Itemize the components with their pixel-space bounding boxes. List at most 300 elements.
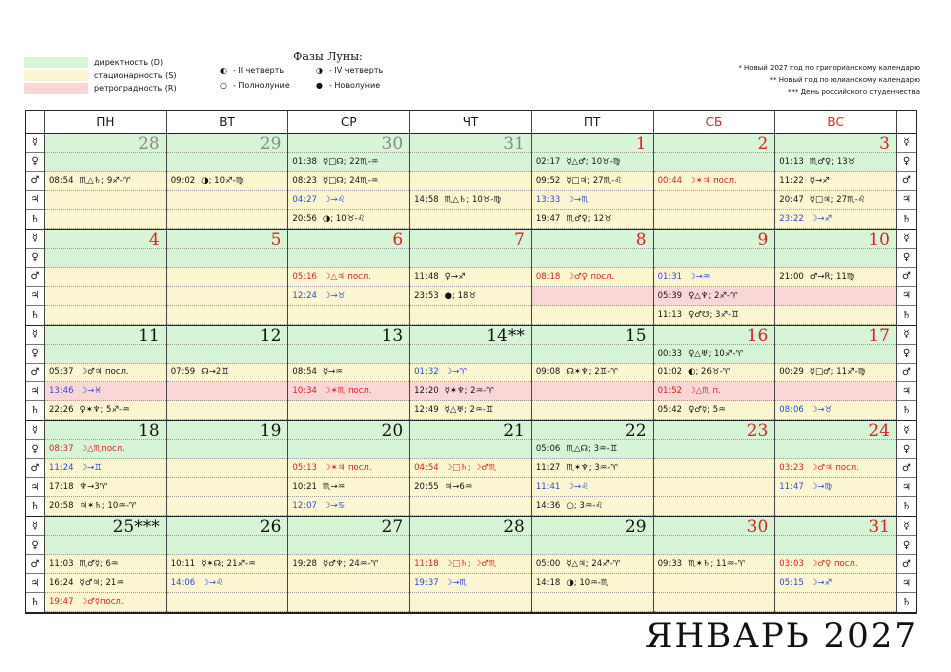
planet-column bbox=[26, 421, 45, 517]
event-text: ☿△♅; 2♒-♊ bbox=[444, 405, 494, 416]
planet-row bbox=[288, 230, 409, 249]
event-text: ☽→♌ bbox=[566, 482, 589, 493]
event-time: 01:32 bbox=[414, 367, 439, 378]
planet-glyph-icon: ♄ bbox=[30, 309, 40, 321]
planet-glyph-icon: ♂ bbox=[26, 459, 44, 478]
planet-glyph-icon: ♀ bbox=[26, 153, 44, 172]
planet-glyph-icon: ♀ bbox=[26, 536, 44, 555]
planet-row bbox=[288, 268, 409, 287]
event-time: 23:22 bbox=[779, 213, 804, 224]
event-time: 23:53 bbox=[414, 290, 439, 301]
event-text: ♃→6♒ bbox=[444, 482, 473, 493]
planet-row bbox=[288, 249, 409, 268]
planet-row bbox=[288, 153, 409, 172]
planet-row bbox=[654, 345, 775, 364]
planet-row bbox=[775, 401, 896, 420]
footnotes bbox=[738, 62, 920, 98]
event-text: ♀✶♆; 5♐-♒ bbox=[79, 405, 130, 416]
planet-row bbox=[654, 249, 775, 268]
event-time: 14:36 bbox=[535, 501, 561, 512]
planet-row bbox=[45, 249, 166, 268]
planet-row bbox=[775, 287, 896, 306]
day-cell bbox=[775, 421, 897, 517]
moon-phase-label: - Новолуние bbox=[328, 81, 381, 90]
planet-row bbox=[532, 401, 653, 420]
event-text: ☿△♂; 10♉-♍ bbox=[566, 156, 621, 167]
event-time: 01:38 bbox=[292, 156, 317, 167]
planet-row bbox=[167, 382, 288, 401]
planet-row bbox=[167, 555, 288, 574]
event-text: ♀△♆; 2♐-♈ bbox=[688, 290, 738, 301]
planet-glyph-icon: ♂ bbox=[897, 364, 916, 383]
event-time: 01:52 bbox=[657, 386, 683, 397]
weekday-header: ВТ bbox=[167, 111, 289, 134]
planet-row bbox=[775, 134, 896, 153]
day-cell bbox=[410, 134, 532, 230]
planet-glyph-icon: ♄ bbox=[30, 501, 40, 513]
event-text: ☽♂♀ посл. bbox=[809, 559, 858, 570]
planet-glyph-icon: ♃ bbox=[897, 478, 916, 497]
event-text: ◑; 10♒-♏ bbox=[566, 578, 609, 589]
footnote-3: *** День российского студенчества bbox=[787, 88, 920, 96]
planet-glyph-icon: ♂ bbox=[897, 555, 916, 574]
day-number: 12 bbox=[259, 325, 282, 346]
event-time: 08:18 bbox=[535, 271, 561, 282]
event-time: 01:13 bbox=[779, 156, 804, 167]
event-text: ☿♂♃; 21♒ bbox=[79, 578, 124, 589]
event-text: ☽→♊ bbox=[79, 463, 102, 474]
planet-row bbox=[775, 191, 896, 210]
event-time: 05:37 bbox=[49, 367, 74, 378]
planet-row bbox=[167, 497, 288, 516]
day-number: 5 bbox=[270, 229, 282, 250]
planet-row bbox=[532, 555, 653, 574]
event-text: ☽→♈ bbox=[444, 367, 468, 378]
planet-row bbox=[410, 593, 531, 612]
event-time: 17:18 bbox=[49, 482, 74, 493]
event-text: ☽→♋ bbox=[322, 501, 346, 512]
planet-glyph-icon: ☿ bbox=[897, 517, 916, 536]
planet-row bbox=[167, 172, 288, 191]
day-cell bbox=[167, 230, 289, 326]
day-cell bbox=[410, 517, 532, 613]
planet-row bbox=[532, 191, 653, 210]
event-text: ☽△♏ п. bbox=[688, 386, 721, 397]
planet-row bbox=[654, 172, 775, 191]
event-time: 19:28 bbox=[292, 559, 317, 570]
day-number: 30 bbox=[746, 517, 769, 538]
event-text: ☿→♒ bbox=[322, 367, 343, 378]
weekday-header: СР bbox=[288, 111, 410, 134]
planet-row bbox=[410, 401, 531, 420]
moon-phase-item bbox=[220, 81, 316, 90]
footnote-2: ** Новый год по юлианскому календарю bbox=[769, 76, 920, 84]
event-time: 05:39 bbox=[657, 290, 683, 301]
event-text: ☽□♄; ☽♂♏ bbox=[444, 559, 497, 570]
planet-row bbox=[654, 210, 775, 229]
day-number: 28 bbox=[503, 517, 525, 538]
event-time: 21:00 bbox=[779, 271, 804, 282]
planet-glyph-icon: ♄ bbox=[902, 597, 911, 608]
day-cell bbox=[45, 326, 167, 422]
planet-row bbox=[775, 555, 896, 574]
planet-row bbox=[45, 191, 166, 210]
planet-row bbox=[410, 172, 531, 191]
event-time: 05:15 bbox=[779, 578, 804, 589]
event-text: ♏♂♀; 13♉ bbox=[809, 156, 856, 167]
planet-glyph-icon: ♄ bbox=[902, 213, 911, 225]
legend-item bbox=[24, 82, 177, 95]
planet-glyph-icon: ♀ bbox=[26, 249, 44, 268]
event-time: 14:18 bbox=[535, 578, 561, 589]
planet-glyph-icon: ♃ bbox=[26, 287, 44, 306]
day-cell bbox=[288, 421, 410, 517]
event-text: ☿□♃; 27♏-♌ bbox=[566, 175, 622, 186]
event-text: ☽△♏посл. bbox=[79, 444, 125, 455]
event-text: ☽→♏ bbox=[444, 578, 468, 589]
event-text: ♏✶♆; 3♒-♈ bbox=[566, 463, 618, 474]
day-number: 3 bbox=[879, 134, 890, 154]
planet-glyph-icon: ♃ bbox=[897, 382, 916, 401]
planet-glyph-icon: ♃ bbox=[897, 191, 916, 210]
planet-row bbox=[410, 268, 531, 287]
planet-column bbox=[897, 134, 916, 230]
planet-glyph-icon: ♄ bbox=[902, 405, 911, 417]
planet-glyph-icon: ♂ bbox=[26, 268, 44, 287]
event-time: 19:47 bbox=[535, 213, 561, 224]
event-time: 11:03 bbox=[49, 559, 74, 570]
event-text: ♆→3♈ bbox=[79, 482, 108, 493]
event-text: ☿□☊; 22♏-♒ bbox=[322, 156, 379, 167]
event-text: ♀△♅; 10♐-♈ bbox=[688, 348, 744, 359]
planet-row bbox=[410, 249, 531, 268]
planet-row bbox=[654, 306, 775, 325]
planet-glyph-icon: ♄ bbox=[30, 405, 40, 417]
planet-row bbox=[654, 593, 775, 612]
planet-glyph-icon: ♂ bbox=[26, 555, 44, 574]
planet-row bbox=[45, 536, 166, 555]
event-time: 00:44 bbox=[657, 175, 683, 186]
planet-row bbox=[654, 382, 775, 401]
planet-row bbox=[288, 345, 409, 364]
planet-row bbox=[410, 230, 531, 249]
day-number: 19 bbox=[259, 421, 282, 442]
event-text: ♏♂☿; 6♒ bbox=[79, 559, 119, 570]
planet-row bbox=[775, 268, 896, 287]
day-cell bbox=[775, 326, 897, 422]
planet-row bbox=[532, 478, 653, 497]
planet-row bbox=[775, 249, 896, 268]
event-time: 02:17 bbox=[535, 156, 561, 167]
day-cell bbox=[288, 326, 410, 422]
event-time: 20:58 bbox=[49, 501, 74, 512]
planet-glyph-icon: ☿ bbox=[897, 230, 916, 249]
day-cell bbox=[288, 230, 410, 326]
planet-row bbox=[45, 306, 166, 325]
planet-row bbox=[288, 497, 409, 516]
event-time: 04:27 bbox=[292, 194, 317, 205]
day-cell bbox=[167, 134, 289, 230]
planet-row bbox=[532, 459, 653, 478]
planet-glyph-icon: ♃ bbox=[26, 191, 44, 210]
planet-glyph-icon: ♀ bbox=[897, 345, 916, 364]
day-cell bbox=[288, 517, 410, 613]
planet-glyph-icon: ☿ bbox=[26, 517, 44, 536]
planet-row bbox=[775, 459, 896, 478]
planet-row bbox=[288, 172, 409, 191]
event-time: 08:37 bbox=[49, 444, 74, 455]
planet-row bbox=[288, 191, 409, 210]
planet-row bbox=[167, 249, 288, 268]
day-number: 10 bbox=[868, 229, 890, 250]
legend-label: стационарность (S) bbox=[94, 71, 177, 80]
event-time: 14:06 bbox=[170, 578, 196, 589]
planet-row bbox=[775, 210, 896, 229]
event-text: ☽→♐ bbox=[809, 578, 833, 589]
planet-row bbox=[45, 153, 166, 172]
planet-row bbox=[775, 536, 896, 555]
planet-row bbox=[654, 268, 775, 287]
event-text: ♂→R; 11♍ bbox=[809, 271, 855, 282]
event-time: 03:03 bbox=[779, 559, 804, 570]
planet-row bbox=[45, 364, 166, 383]
planet-row bbox=[167, 574, 288, 593]
planet-glyph-icon: ♄ bbox=[902, 501, 911, 513]
event-time: 08:54 bbox=[49, 175, 74, 186]
event-text: ☽→♐ bbox=[809, 213, 833, 224]
event-time: 11:41 bbox=[535, 482, 561, 493]
event-time: 11:13 bbox=[657, 309, 683, 320]
event-time: 05:06 bbox=[535, 444, 561, 455]
event-time: 11:18 bbox=[414, 559, 439, 570]
weekday-header: ВС bbox=[775, 111, 897, 134]
planet-glyph-icon: ☿ bbox=[897, 421, 916, 440]
day-cell bbox=[532, 230, 654, 326]
event-text: ♏♂♀; 12♉ bbox=[566, 213, 612, 224]
day-cell bbox=[532, 326, 654, 422]
event-text: ☽♂♃ посл. bbox=[79, 367, 129, 378]
planet-row bbox=[288, 401, 409, 420]
planet-row bbox=[45, 345, 166, 364]
day-number: 23 bbox=[746, 421, 769, 442]
moon-phase-icon: ◑ bbox=[316, 66, 323, 75]
day-number: 9 bbox=[757, 229, 769, 250]
planet-glyph-icon: ♂ bbox=[897, 172, 916, 191]
event-time: 12:20 bbox=[414, 386, 439, 397]
event-text: ☽→♌ bbox=[322, 194, 346, 205]
planet-row bbox=[45, 382, 166, 401]
event-text: ●; 18♉ bbox=[444, 290, 477, 301]
moon-phase-item bbox=[316, 81, 406, 90]
event-text: ☿△♃; 24♐-♈ bbox=[566, 559, 621, 570]
day-number: 25*** bbox=[112, 517, 160, 538]
event-text: ♃✶♄; 10♒-♈ bbox=[79, 501, 137, 512]
event-text: ☿✶☊; 21♐-♒ bbox=[201, 559, 256, 570]
planet-row bbox=[167, 306, 288, 325]
legend-label: директность (D) bbox=[94, 58, 164, 67]
event-time: 12:07 bbox=[292, 501, 317, 512]
event-time: 20:56 bbox=[292, 213, 317, 224]
planet-row bbox=[775, 382, 896, 401]
legend-swatch bbox=[24, 70, 88, 81]
planet-row bbox=[532, 364, 653, 383]
day-cell bbox=[45, 421, 167, 517]
event-text: ☿→♐ bbox=[809, 175, 830, 186]
day-number: 7 bbox=[514, 229, 525, 250]
legend-label: ретроградность (R) bbox=[94, 84, 177, 93]
planet-row bbox=[775, 306, 896, 325]
planet-glyph-icon: ♃ bbox=[26, 574, 44, 593]
event-text: ☿✶♆; 2♒-♈ bbox=[444, 386, 494, 397]
planet-row bbox=[775, 172, 896, 191]
day-number: 20 bbox=[381, 421, 404, 442]
event-time: 11:48 bbox=[414, 271, 439, 282]
planet-glyph-icon: ♃ bbox=[897, 287, 916, 306]
event-text: ♀♂☿; 5♒ bbox=[688, 405, 726, 416]
planet-row bbox=[775, 153, 896, 172]
day-cell bbox=[775, 230, 897, 326]
planet-row bbox=[775, 440, 896, 459]
day-cell bbox=[775, 134, 897, 230]
planet-row bbox=[654, 497, 775, 516]
planet-glyph-icon: ☿ bbox=[897, 134, 916, 153]
planet-row bbox=[654, 440, 775, 459]
planet-glyph-icon: ♄ bbox=[902, 309, 911, 321]
event-time: 08:23 bbox=[292, 175, 317, 186]
planet-glyph-icon: ♃ bbox=[26, 478, 44, 497]
event-time: 12:49 bbox=[414, 405, 439, 416]
planet-row bbox=[410, 478, 531, 497]
day-cell bbox=[775, 517, 897, 613]
event-time: 09:33 bbox=[657, 559, 683, 570]
event-time: 16:24 bbox=[49, 578, 74, 589]
event-time: 05:13 bbox=[292, 463, 317, 474]
event-text: ♏→♒ bbox=[322, 482, 346, 493]
day-number: 11 bbox=[138, 325, 160, 346]
planet-row bbox=[775, 574, 896, 593]
planet-glyph-icon: ♀ bbox=[897, 536, 916, 555]
event-text: ♏△♄; 9♐-♈ bbox=[79, 175, 131, 186]
event-text: ☿□♃; 27♏-♌ bbox=[809, 194, 866, 205]
day-number: 4 bbox=[148, 229, 160, 250]
planet-row bbox=[410, 345, 531, 364]
planet-row bbox=[288, 459, 409, 478]
day-number: 8 bbox=[635, 229, 647, 250]
event-time: 09:02 bbox=[170, 175, 196, 186]
event-time: 00:29 bbox=[779, 367, 804, 378]
event-time: 04:54 bbox=[414, 463, 439, 474]
planet-row bbox=[45, 440, 166, 459]
planet-row bbox=[45, 268, 166, 287]
planet-row bbox=[167, 191, 288, 210]
page-title: ЯНВАРЬ 2027 bbox=[645, 616, 918, 656]
planet-row bbox=[288, 593, 409, 612]
day-number: 16 bbox=[746, 325, 769, 346]
event-text: ☽→♉ bbox=[322, 290, 346, 301]
moon-phase-item bbox=[220, 66, 316, 75]
event-time: 12:24 bbox=[292, 290, 317, 301]
planet-column bbox=[26, 517, 45, 613]
day-cell bbox=[167, 517, 289, 613]
day-number: 17 bbox=[868, 325, 890, 346]
event-text: ○; 3♒-♌ bbox=[566, 501, 604, 512]
planet-row bbox=[45, 574, 166, 593]
planet-row bbox=[288, 536, 409, 555]
planet-row bbox=[288, 574, 409, 593]
weekday-header: ПН bbox=[45, 111, 167, 134]
day-number: 29 bbox=[624, 517, 647, 538]
day-number: 14** bbox=[486, 325, 525, 346]
planet-row bbox=[45, 555, 166, 574]
planet-row bbox=[288, 306, 409, 325]
event-text: ♏△☊; 3♒-♊ bbox=[566, 444, 618, 455]
legend-item bbox=[24, 69, 177, 82]
day-number: 31 bbox=[868, 517, 890, 538]
day-cell bbox=[45, 230, 167, 326]
planet-row bbox=[654, 555, 775, 574]
planet-row bbox=[532, 440, 653, 459]
planet-glyph-icon: ♄ bbox=[30, 213, 40, 225]
event-time: 00:33 bbox=[657, 348, 683, 359]
planet-row bbox=[654, 134, 775, 153]
footnote-1: * Новый 2027 год по григорианскому календарю bbox=[738, 64, 920, 72]
planet-glyph-icon: ♂ bbox=[897, 268, 916, 287]
event-text: ♀→♐ bbox=[444, 271, 466, 282]
event-time: 13:46 bbox=[49, 386, 74, 397]
planet-row bbox=[45, 478, 166, 497]
day-number: 2 bbox=[757, 134, 769, 154]
day-cell bbox=[167, 421, 289, 517]
event-time: 01:31 bbox=[657, 271, 683, 282]
legend-swatch bbox=[24, 57, 88, 68]
planet-row bbox=[167, 210, 288, 229]
planet-row bbox=[654, 153, 775, 172]
event-time: 14:58 bbox=[414, 194, 439, 205]
event-time: 08:06 bbox=[779, 405, 804, 416]
planet-row bbox=[288, 382, 409, 401]
planet-glyph-icon: ♂ bbox=[26, 364, 44, 383]
corner-cell bbox=[897, 111, 916, 134]
planet-row bbox=[532, 134, 653, 153]
day-cell bbox=[288, 134, 410, 230]
planet-glyph-icon: ♀ bbox=[897, 440, 916, 459]
planet-row bbox=[410, 153, 531, 172]
weekday-header: ПТ bbox=[532, 111, 654, 134]
planet-row bbox=[410, 497, 531, 516]
event-text: ☽→♉ bbox=[809, 405, 833, 416]
planet-glyph-icon: ♂ bbox=[26, 172, 44, 191]
day-number: 31 bbox=[503, 134, 525, 154]
event-text: ☽□♄; ☽♂♏ bbox=[444, 463, 497, 474]
event-time: 13:33 bbox=[535, 194, 561, 205]
day-number: 6 bbox=[392, 229, 404, 250]
planet-row bbox=[532, 230, 653, 249]
day-number: 24 bbox=[868, 421, 890, 442]
planet-row bbox=[532, 593, 653, 612]
day-number: 27 bbox=[381, 517, 404, 538]
planet-row bbox=[532, 497, 653, 516]
day-number: 30 bbox=[381, 134, 404, 154]
planet-row bbox=[45, 459, 166, 478]
legend-item bbox=[24, 56, 177, 69]
planet-row bbox=[167, 364, 288, 383]
planet-row bbox=[532, 153, 653, 172]
planet-glyph-icon: ♃ bbox=[897, 574, 916, 593]
event-time: 10:11 bbox=[170, 559, 196, 570]
moon-phase-item bbox=[316, 66, 406, 75]
event-text: ☽✶♏ посл. bbox=[322, 386, 372, 397]
moon-phase-icon: ● bbox=[316, 81, 323, 90]
